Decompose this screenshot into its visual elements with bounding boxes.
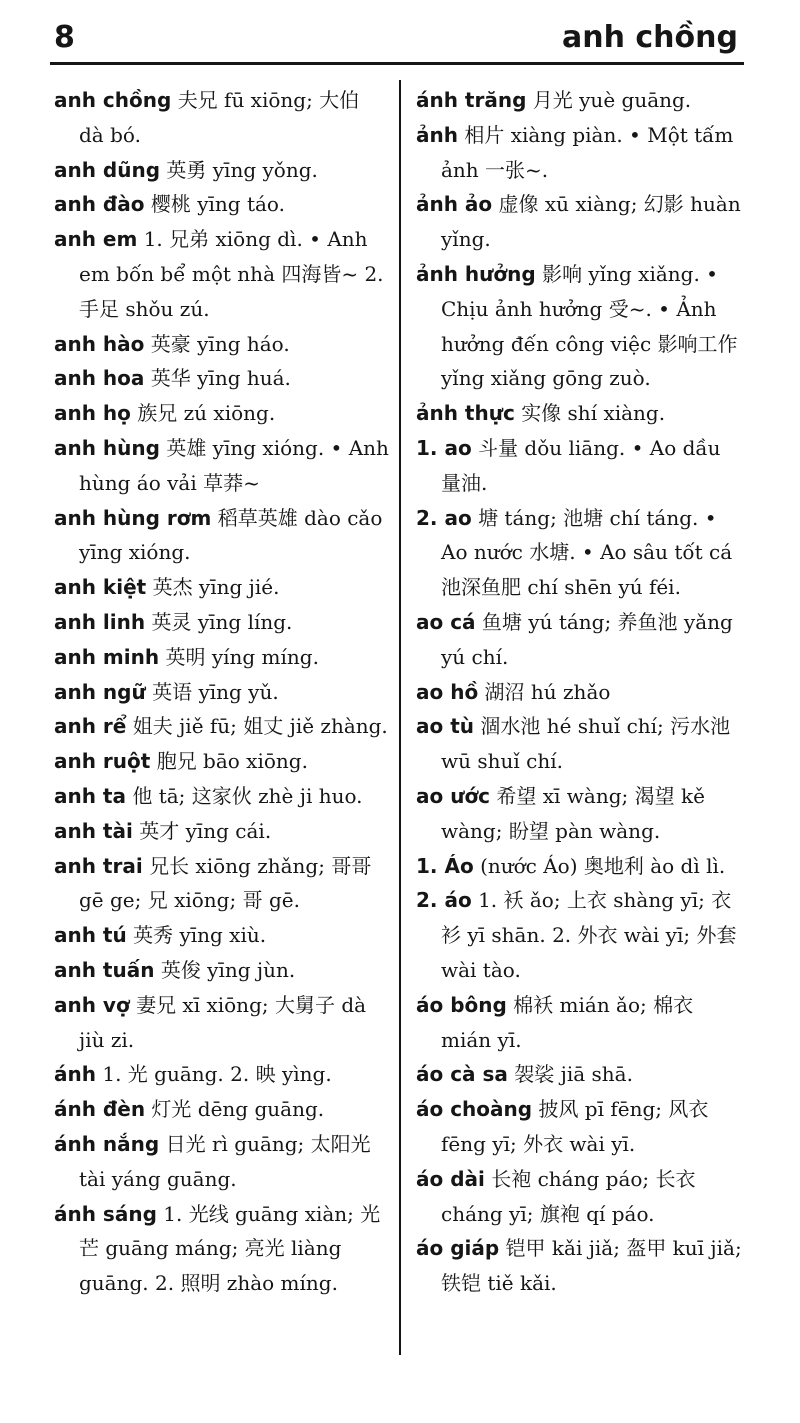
entry-definition: 塘 táng; 池塘 chí táng. • Ao nước 水塘. • Ao sâu tốt cá 池深鱼肥 chí shēn yú féi. [441,505,733,600]
entry-headword: ảnh thực [416,401,515,426]
entry-headword: anh hào [54,331,145,356]
entry-definition: 胞兄 bāo xiōng. [156,749,308,774]
entry-headword: anh họ [54,401,131,426]
entry-definition: 1. 袄 ǎo; 上衣 shàng yī; 衣衫 yī shān. 2. 外衣 wài yī; 外套 wài tào. [441,888,737,982]
entry-definition: 英语 yīng yǔ. [152,679,279,704]
dictionary-entry [54,222,390,326]
right-column [416,83,746,1301]
dictionary-entry [416,257,746,396]
entry-headword: ảnh ảo [416,192,493,217]
dictionary-entry [416,988,746,1058]
dictionary-entry [54,605,390,640]
entry-headword: ánh nắng [54,1131,160,1156]
dictionary-entry [416,431,746,501]
dictionary-entry [54,361,390,396]
entry-headword: anh hùng [54,435,160,460]
dictionary-entry [416,779,746,849]
entry-headword: anh chồng [54,88,172,112]
dictionary-entry [54,396,390,431]
entry-definition: 鱼塘 yú táng; 养鱼池 yǎng yú chí. [441,609,733,669]
entry-headword: anh em [54,227,138,252]
entry-headword: anh tài [54,818,133,843]
entry-headword: áo dài [416,1166,485,1191]
dictionary-entry [54,988,390,1058]
dictionary-entry [416,118,746,188]
entry-definition: 英俊 yīng jùn. [160,957,296,982]
entry-definition: 月光 yuè guāng. [532,88,692,112]
running-head: anh chồng [562,20,738,55]
dictionary-entry [416,675,746,710]
entry-definition: 兄长 xiōng zhǎng; 哥哥 gē ge; 兄 xiōng; 哥 gē. [79,853,372,913]
entry-definition: 袈裟 jiā shā. [514,1062,633,1087]
entry-definition: (nước Áo) 奥地利 ào dì lì. [480,853,726,878]
page-number: 8 [54,20,75,55]
entry-headword: anh tú [54,923,127,948]
entry-headword: ao hồ [416,679,479,704]
dictionary-entry [416,1231,746,1301]
dictionary-entry [54,153,390,188]
entry-definition: 铠甲 kǎi jiǎ; 盔甲 kuī jiǎ; 铁铠 tiě kǎi. [441,1236,742,1296]
entry-headword: áo bông [416,992,507,1017]
header-rule [50,62,744,65]
entry-definition: 棉袄 mián ǎo; 棉衣 mián yī. [441,992,694,1052]
dictionary-entry [416,605,746,675]
dictionary-entry [54,1092,390,1127]
entry-headword: anh dũng [54,157,161,182]
entry-definition: 1. 光 guāng. 2. 映 yìng. [102,1062,332,1087]
entry-definition: 湖沼 hú zhǎo [484,679,611,704]
dictionary-entry [416,849,746,884]
entry-headword: anh ruột [54,749,151,774]
entry-headword: 1. ao [416,435,472,460]
entry-definition: 涸水池 hé shuǐ chí; 污水池 wū shuǐ chí. [441,714,731,774]
dictionary-entry [54,83,390,153]
entry-headword: anh linh [54,609,146,634]
dictionary-entry [54,849,390,919]
entry-headword: ánh trăng [416,88,527,112]
dictionary-entry [54,1127,390,1197]
entry-definition: 长袍 cháng páo; 长衣 cháng yī; 旗袍 qí páo. [441,1166,696,1226]
entry-headword: anh hoa [54,366,145,391]
entry-headword: áo giáp [416,1236,500,1261]
entry-headword: ao cá [416,609,476,634]
entry-headword: 2. áo [416,888,472,913]
dictionary-entry [54,1197,390,1301]
entry-definition: 英秀 yīng xiù. [133,923,267,948]
entry-definition: 英灵 yīng líng. [151,609,293,634]
entry-definition: 英豪 yīng háo. [150,331,290,356]
entry-definition: 希望 xī wàng; 渴望 kě wàng; 盼望 pàn wàng. [441,783,705,843]
entry-definition: 影响 yǐng xiǎng. • Chịu ảnh hưởng 受~. • Ảnh hưởng đến công việc 影响工作 yǐng xiǎng gōng zuò. [441,261,738,391]
entry-definition: 英才 yīng cái. [139,818,272,843]
entry-definition: 英雄 yīng xióng. • Anh hùng áo vải 草莽~ [79,435,389,495]
dictionary-entry [416,187,746,257]
dictionary-entry [54,327,390,362]
entry-definition: 实像 shí xiàng. [521,401,666,426]
entry-definition: 英勇 yīng yǒng. [166,157,318,182]
entry-definition: 姐夫 jiě fū; 姐丈 jiě zhàng. [132,714,388,739]
dictionary-entry [416,501,746,605]
entry-definition: 夫兄 fū xiōng; 大伯 dà bó. [79,88,360,147]
entry-definition: 英明 yíng míng. [165,644,319,669]
entry-headword: ánh đèn [54,1097,146,1122]
dictionary-entry [54,675,390,710]
dictionary-entry [54,918,390,953]
entry-definition: 1. 兄弟 xiōng dì. • Anh em bốn bể một nhà 四海皆~ 2. 手足 shǒu zú. [79,227,384,321]
dictionary-entry [54,953,390,988]
entry-definition: 族兄 zú xiōng. [137,401,276,426]
dictionary-entry [54,814,390,849]
dictionary-entry [54,709,390,744]
entry-headword: anh rể [54,714,127,739]
entry-headword: 1. Áo [416,853,474,878]
entry-headword: ánh sáng [54,1201,157,1226]
entry-definition: 1. 光线 guāng xiàn; 光芒 guāng máng; 亮光 liàng guāng. 2. 照明 zhào míng. [79,1201,381,1296]
dictionary-entry [416,883,746,987]
dictionary-entry [54,431,390,501]
entry-definition: 英杰 yīng jié. [152,575,280,600]
entry-headword: áo choàng [416,1097,533,1122]
entry-definition: 日光 rì guāng; 太阳光 tài yáng guāng. [79,1131,371,1191]
entry-headword: anh ngữ [54,679,146,704]
entry-definition: 披风 pī fēng; 风衣 fēng yī; 外衣 wài yī. [441,1097,709,1156]
entry-definition: 斗量 dǒu liāng. • Ao dầu 量油. [441,435,721,495]
dictionary-entry [54,570,390,605]
entry-headword: anh kiệt [54,575,147,600]
entry-headword: anh đào [54,192,145,217]
dictionary-entry [416,83,746,118]
dictionary-entry [416,1092,746,1162]
entry-headword: ảnh [416,122,458,147]
entry-headword: anh minh [54,644,160,669]
entry-definition: 他 tā; 这家伙 zhè ji huo. [132,783,363,808]
entry-definition: 樱桃 yīng táo. [150,192,285,217]
entry-headword: anh hùng rơm [54,505,212,530]
entry-headword: áo cà sa [416,1062,508,1087]
dictionary-entry [416,1162,746,1232]
dictionary-entry [416,709,746,779]
entry-definition: 虚像 xū xiàng; 幻影 huàn yǐng. [441,192,741,252]
entry-headword: anh tuấn [54,957,155,982]
entry-headword: anh ta [54,783,126,808]
entry-headword: ao tù [416,714,474,739]
dictionary-entry [54,1057,390,1092]
entry-definition: 相片 xiàng piàn. • Một tấm ảnh 一张~. [441,122,734,182]
left-column [54,83,390,1301]
dictionary-entry [416,396,746,431]
dictionary-entry [54,501,390,571]
entry-definition: 妻兄 xī xiōng; 大舅子 dà jiù zi. [79,992,367,1052]
column-divider [399,80,401,1355]
entry-headword: anh vợ [54,992,130,1017]
entry-headword: ảnh hưởng [416,261,536,286]
entry-headword: anh trai [54,853,143,878]
entry-headword: ao ước [416,783,491,808]
dictionary-entry [54,640,390,675]
dictionary-entry [54,187,390,222]
entry-headword: 2. ao [416,505,472,530]
entry-definition: 英华 yīng huá. [150,366,291,391]
entry-definition: 灯光 dēng guāng. [151,1097,325,1122]
entry-definition: 稻草英雄 dào cǎo yīng xióng. [79,505,383,565]
entry-headword: ánh [54,1062,96,1087]
dictionary-entry [54,744,390,779]
dictionary-entry [416,1057,746,1092]
dictionary-entry [54,779,390,814]
